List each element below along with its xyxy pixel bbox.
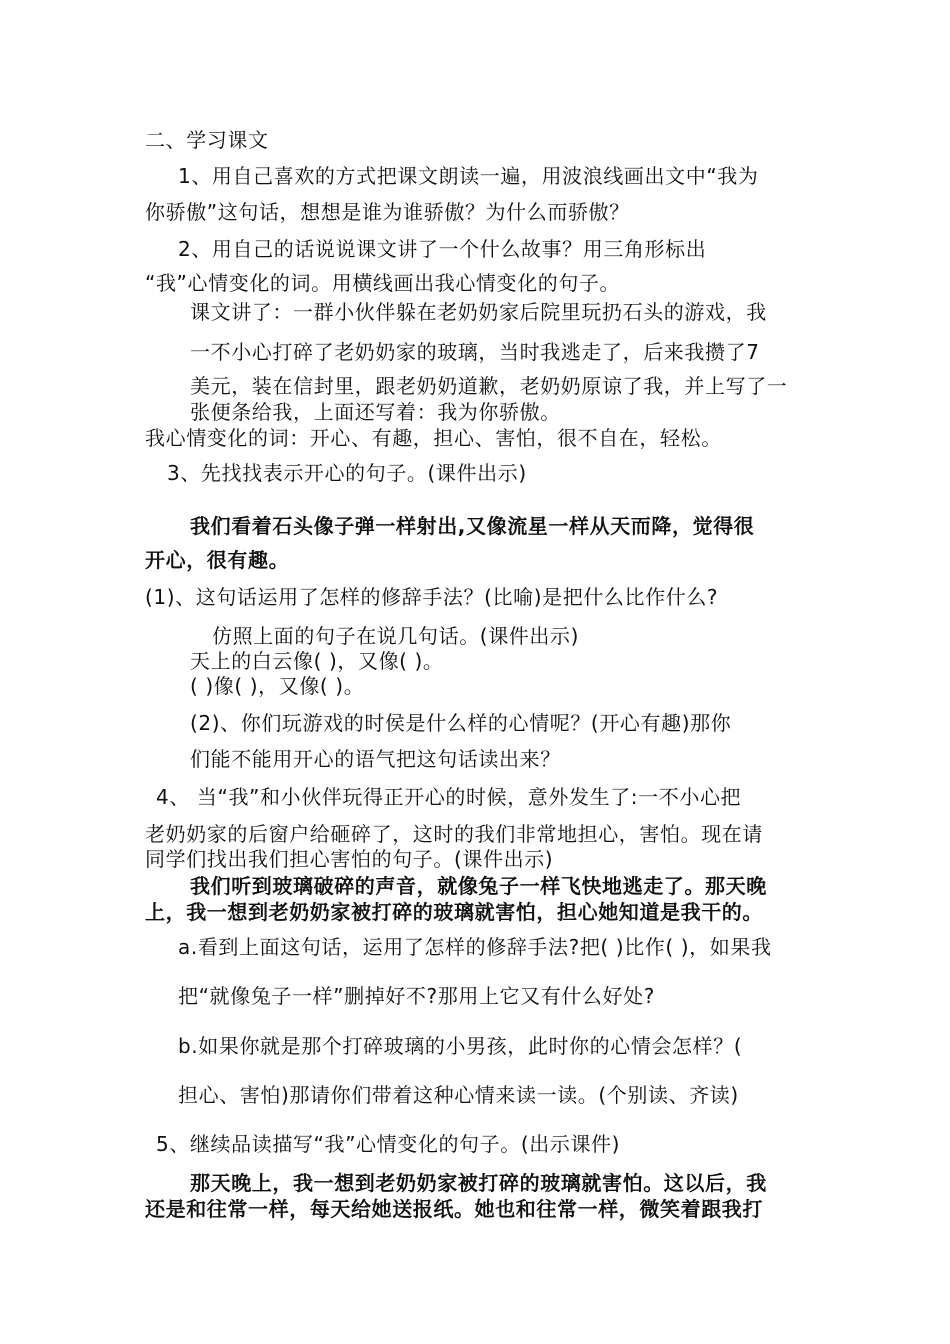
text-line: 3、先找找表示开心的句子。(课件出示) [167, 461, 527, 485]
text-line: 2、用自己的话说说课文讲了一个什么故事？用三角形标出 [178, 237, 707, 261]
bold-sentence: 还是和往常一样，每天给她送报纸。她也和往常一样，微笑着跟我打 [145, 1197, 763, 1221]
text-line: 天上的白云像( )，又像( )。 [190, 649, 444, 673]
text-line: 一不小心打碎了老奶奶家的玻璃，当时我逃走了，后来我攒了7 [190, 340, 760, 364]
bold-sentence: 我们看着石头像子弹一样射出,又像流星一样从天而降，觉得很 [190, 514, 755, 538]
section-heading: 二、学习课文 [145, 128, 269, 152]
text-line: 同学们找出我们担心害怕的句子。(课件出示) [145, 847, 554, 871]
text-line: 4、 当“我”和小伙伴玩得正开心的时候，意外发生了:一不小心把 [156, 785, 742, 809]
text-line: 1、用自己喜欢的方式把课文朗读一遍，用波浪线画出文中“我为 [178, 164, 759, 188]
text-line: 把“就像兔子一样”删掉好不?那用上它又有什么好处? [178, 984, 655, 1008]
bold-sentence: 上，我一想到老奶奶家被打碎的玻璃就害怕，担心她知道是我干的。 [145, 900, 763, 924]
text-line: 张便条给我，上面还写着：我为你骄傲。 [190, 400, 561, 424]
text-line: (2)、你们玩游戏的时侯是什么样的心情呢？(开心有趣)那你 [190, 711, 732, 735]
text-line: 们能不能用开心的语气把这句话读出来？ [190, 747, 561, 771]
text-line: 5、继续品读描写“我”心情变化的句子。(出示课件) [156, 1132, 621, 1156]
text-line: 你骄傲”这句话，想想是谁为谁骄傲？为什么而骄傲？ [145, 200, 630, 224]
text-line: 课文讲了：一群小伙伴躲在老奶奶家后院里玩扔石头的游戏，我 [190, 300, 767, 324]
bold-sentence: 开心，很有趣。 [145, 548, 290, 572]
text-line: (1)、这句话运用了怎样的修辞手法？(比喻)是把什么比作什么? [145, 585, 719, 609]
bold-sentence: 那天晚上，我一想到老奶奶家被打碎的玻璃就害怕。这以后，我 [190, 1171, 767, 1195]
text-line: a.看到上面这句话，运用了怎样的修辞手法?把( )比作( )，如果我 [178, 935, 772, 959]
text-line: 我心情变化的词：开心、有趣，担心、害怕，很不自在，轻松。 [145, 426, 722, 450]
bold-sentence: 我们听到玻璃破碎的声音，就像兔子一样飞快地逃走了。那天晚 [190, 874, 767, 898]
text-line: ( )像( )，又像( )。 [190, 674, 365, 698]
text-line: “我”心情变化的词。用横线画出我心情变化的句子。 [145, 271, 621, 295]
text-line: 担心、害怕)那请你们带着这种心情来读一读。(个别读、齐读) [178, 1083, 739, 1107]
text-line: 仿照上面的句子在说几句话。(课件出示) [212, 624, 580, 648]
text-line: 美元，装在信封里，跟老奶奶道歉，老奶奶原谅了我，并上写了一 [190, 374, 788, 398]
text-line: b.如果你就是那个打碎玻璃的小男孩，此时你的心情会怎样？( [178, 1034, 743, 1058]
text-line: 老奶奶家的后窗户给砸碎了，这时的我们非常地担心，害怕。现在请 [145, 822, 763, 846]
